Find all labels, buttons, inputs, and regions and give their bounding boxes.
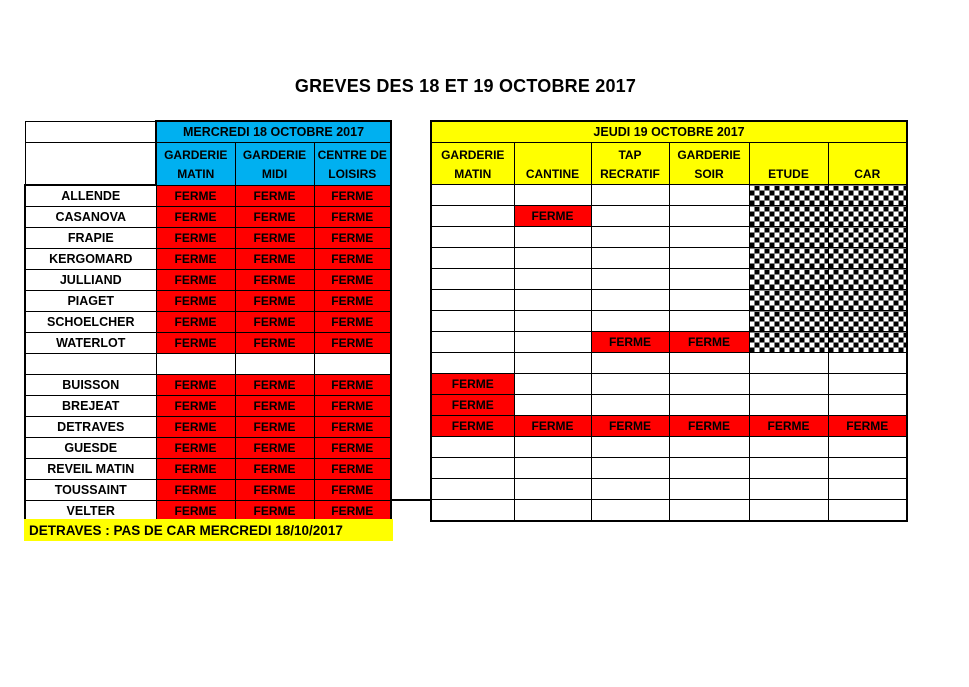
status-cell-open	[514, 374, 591, 395]
status-cell-closed: FERME	[235, 249, 314, 270]
mercredi-columns-row	[25, 143, 391, 186]
column-header-garderie-midi	[235, 143, 314, 186]
status-cell-open	[669, 269, 749, 290]
status-cell-open	[514, 227, 591, 248]
status-cell-unavailable	[828, 185, 907, 206]
school-name-cell: BREJEAT	[25, 396, 156, 417]
status-cell-open	[591, 458, 669, 479]
status-cell-unavailable	[828, 311, 907, 332]
status-cell-open	[235, 354, 314, 375]
column-header-garderie-matin-mercredi	[156, 143, 235, 186]
column-header-line: CENTRE DE	[317, 147, 387, 162]
status-cell-closed: FERME	[314, 501, 391, 523]
school-name-cell: CASANOVA	[25, 207, 156, 228]
status-cell-closed: FERME	[156, 375, 235, 396]
status-cell-open	[749, 500, 828, 522]
status-cell-open	[431, 290, 514, 311]
status-cell-closed: FERME	[314, 459, 391, 480]
status-cell-open	[514, 311, 591, 332]
status-cell-open	[669, 185, 749, 206]
status-cell-closed: FERME	[156, 417, 235, 438]
status-cell-closed: FERME	[156, 312, 235, 333]
status-cell-open	[591, 227, 669, 248]
status-cell-open	[431, 437, 514, 458]
school-name-cell	[25, 354, 156, 375]
column-header-line	[750, 145, 828, 164]
status-cell-open	[669, 248, 749, 269]
table-row	[431, 353, 907, 374]
status-cell-open	[669, 206, 749, 227]
status-cell-closed: FERME	[749, 416, 828, 437]
table-row	[25, 291, 391, 312]
status-cell-open	[431, 185, 514, 206]
table-row	[25, 249, 391, 270]
status-cell-open	[669, 395, 749, 416]
school-name-cell: KERGOMARD	[25, 249, 156, 270]
status-cell-open	[431, 248, 514, 269]
status-cell-open	[749, 479, 828, 500]
status-cell-closed: FERME	[431, 416, 514, 437]
jeudi-header-cell: JEUDI 19 OCTOBRE 2017	[431, 121, 907, 143]
school-name-cell: DETRAVES	[25, 417, 156, 438]
mercredi-table	[24, 120, 392, 523]
column-header-line: SOIR	[694, 166, 724, 181]
table-row	[25, 396, 391, 417]
table-row	[25, 228, 391, 249]
table-row	[25, 480, 391, 501]
status-cell-open	[669, 437, 749, 458]
status-cell-open	[591, 206, 669, 227]
status-cell-open	[591, 479, 669, 500]
table-row	[25, 207, 391, 228]
status-cell-unavailable	[828, 206, 907, 227]
status-cell-open	[749, 458, 828, 479]
table-row	[431, 437, 907, 458]
status-cell-closed: FERME	[314, 375, 391, 396]
table-row	[25, 375, 391, 396]
column-header-line: GARDERIE	[242, 147, 307, 162]
status-cell-open	[514, 269, 591, 290]
footnote: DETRAVES : PAS DE CAR MERCREDI 18/10/2017	[24, 519, 393, 541]
status-cell-open	[514, 500, 591, 522]
status-cell-closed: FERME	[314, 396, 391, 417]
school-name-cell: GUESDE	[25, 438, 156, 459]
jeudi-title-row	[431, 121, 907, 143]
status-cell-open	[591, 185, 669, 206]
spacer-cell	[25, 121, 156, 143]
column-header-line: LOISIRS	[328, 166, 377, 181]
table-row	[431, 479, 907, 500]
school-name-cell: ALLENDE	[25, 185, 156, 207]
status-cell-open	[431, 269, 514, 290]
status-cell-closed: FERME	[514, 416, 591, 437]
school-name-cell: PIAGET	[25, 291, 156, 312]
table-row	[25, 354, 391, 375]
status-cell-unavailable	[749, 206, 828, 227]
table-row	[25, 459, 391, 480]
status-cell-closed: FERME	[235, 480, 314, 501]
table-row	[431, 227, 907, 248]
status-cell-closed: FERME	[156, 249, 235, 270]
column-header-line: MIDI	[261, 166, 288, 181]
status-cell-open	[431, 311, 514, 332]
status-cell-open	[828, 437, 907, 458]
column-header-line: MATIN	[454, 166, 492, 181]
status-cell-closed: FERME	[314, 185, 391, 207]
status-cell-closed: FERME	[235, 501, 314, 523]
status-cell-closed: FERME	[156, 228, 235, 249]
school-name-cell: FRAPIE	[25, 228, 156, 249]
column-header-line: RECRATIF	[600, 166, 660, 181]
table-row	[431, 416, 907, 437]
status-cell-unavailable	[828, 227, 907, 248]
status-cell-closed: FERME	[156, 207, 235, 228]
school-name-cell: BUISSON	[25, 375, 156, 396]
table-row	[25, 270, 391, 291]
column-header-line: CAR	[854, 166, 881, 181]
column-header-line: GARDERIE	[677, 147, 741, 162]
status-cell-closed: FERME	[156, 333, 235, 354]
column-header-line: CANTINE	[525, 166, 580, 181]
column-header-line: GARDERIE	[164, 147, 228, 162]
status-cell-open	[749, 353, 828, 374]
table-row	[431, 458, 907, 479]
status-cell-open	[669, 227, 749, 248]
status-cell-closed: FERME	[156, 396, 235, 417]
status-cell-open	[431, 500, 514, 522]
status-cell-unavailable	[749, 248, 828, 269]
table-row	[25, 312, 391, 333]
status-cell-unavailable	[749, 311, 828, 332]
column-header-cantine	[514, 143, 591, 185]
status-cell-closed: FERME	[235, 270, 314, 291]
table-row	[431, 332, 907, 353]
status-cell-closed: FERME	[591, 416, 669, 437]
status-cell-open	[431, 458, 514, 479]
status-cell-open	[669, 290, 749, 311]
status-cell-open	[828, 500, 907, 522]
status-cell-closed: FERME	[314, 228, 391, 249]
status-cell-open	[591, 269, 669, 290]
status-cell-open	[514, 332, 591, 353]
status-cell-open	[156, 354, 235, 375]
table-row	[431, 206, 907, 227]
table-row	[431, 311, 907, 332]
status-cell-open	[431, 332, 514, 353]
page-title: GREVES DES 18 ET 19 OCTOBRE 2017	[294, 76, 637, 96]
school-name-cell: TOUSSAINT	[25, 480, 156, 501]
status-cell-open	[591, 374, 669, 395]
status-cell-open	[749, 395, 828, 416]
status-cell-closed: FERME	[235, 185, 314, 207]
status-cell-closed: FERME	[235, 459, 314, 480]
table-row	[431, 269, 907, 290]
status-cell-closed: FERME	[235, 417, 314, 438]
status-cell-closed: FERME	[156, 291, 235, 312]
status-cell-closed: FERME	[314, 438, 391, 459]
status-cell-open	[514, 437, 591, 458]
status-cell-closed: FERME	[314, 312, 391, 333]
status-cell-unavailable	[828, 269, 907, 290]
school-name-cell: WATERLOT	[25, 333, 156, 354]
status-cell-open	[591, 311, 669, 332]
column-header-line: TAP	[618, 147, 642, 162]
spacer-cell	[25, 143, 156, 186]
status-cell-closed: FERME	[314, 207, 391, 228]
status-cell-unavailable	[749, 185, 828, 206]
status-cell-open	[431, 227, 514, 248]
status-cell-open	[828, 395, 907, 416]
column-header-garderie-matin-jeudi	[431, 143, 514, 185]
status-cell-open	[514, 290, 591, 311]
status-cell-closed: FERME	[235, 333, 314, 354]
status-cell-unavailable	[828, 290, 907, 311]
status-cell-closed: FERME	[431, 395, 514, 416]
table-row	[431, 185, 907, 206]
status-cell-closed: FERME	[314, 417, 391, 438]
column-header-centre-de-loisirs	[314, 143, 391, 186]
status-cell-unavailable	[749, 269, 828, 290]
status-cell-closed: FERME	[156, 185, 235, 207]
column-header-car	[828, 143, 907, 185]
status-cell-open	[514, 248, 591, 269]
status-cell-open	[591, 437, 669, 458]
status-cell-closed: FERME	[431, 374, 514, 395]
status-cell-unavailable	[749, 290, 828, 311]
column-header-line: GARDERIE	[441, 147, 505, 162]
status-cell-open	[828, 479, 907, 500]
status-cell-open	[749, 374, 828, 395]
status-cell-closed: FERME	[591, 332, 669, 353]
status-cell-open	[514, 395, 591, 416]
column-header-garderie-soir	[669, 143, 749, 185]
status-cell-closed: FERME	[235, 312, 314, 333]
column-header-line: MATIN	[177, 166, 215, 181]
school-name-cell: JULLIAND	[25, 270, 156, 291]
status-cell-open	[591, 290, 669, 311]
status-cell-open	[591, 353, 669, 374]
status-cell-closed: FERME	[156, 270, 235, 291]
table-row	[431, 374, 907, 395]
status-cell-closed: FERME	[314, 291, 391, 312]
status-cell-closed: FERME	[669, 332, 749, 353]
column-header-line	[829, 145, 907, 164]
status-cell-closed: FERME	[314, 249, 391, 270]
status-cell-open	[514, 479, 591, 500]
status-cell-open	[669, 479, 749, 500]
table-row	[25, 333, 391, 354]
status-cell-open	[514, 185, 591, 206]
status-cell-open	[669, 458, 749, 479]
jeudi-table-body	[431, 185, 907, 522]
status-cell-open	[591, 395, 669, 416]
column-header-etude	[749, 143, 828, 185]
status-cell-closed: FERME	[235, 207, 314, 228]
status-cell-closed: FERME	[235, 375, 314, 396]
table-row	[431, 395, 907, 416]
table-bottom-border-connector	[390, 499, 431, 501]
column-header-line: ETUDE	[768, 166, 809, 181]
status-cell-open	[828, 353, 907, 374]
status-cell-open	[591, 248, 669, 269]
status-cell-open	[431, 353, 514, 374]
status-cell-open	[591, 500, 669, 522]
status-cell-open	[431, 206, 514, 227]
status-cell-unavailable	[749, 332, 828, 353]
column-header-line	[515, 145, 591, 164]
status-cell-open	[669, 374, 749, 395]
status-cell-closed: FERME	[314, 333, 391, 354]
table-row	[431, 248, 907, 269]
status-cell-closed: FERME	[156, 480, 235, 501]
jeudi-columns-row	[431, 143, 907, 185]
status-cell-closed: FERME	[156, 438, 235, 459]
status-cell-closed: FERME	[235, 438, 314, 459]
status-cell-closed: FERME	[156, 459, 235, 480]
status-cell-closed: FERME	[314, 480, 391, 501]
mercredi-header-cell: MERCREDI 18 OCTOBRE 2017	[156, 121, 391, 143]
status-cell-closed: FERME	[235, 291, 314, 312]
status-cell-closed: FERME	[235, 396, 314, 417]
status-cell-open	[669, 500, 749, 522]
status-cell-closed: FERME	[156, 501, 235, 523]
status-cell-unavailable	[828, 248, 907, 269]
school-name-cell: REVEIL MATIN	[25, 459, 156, 480]
table-row	[431, 500, 907, 522]
school-name-cell: VELTER	[25, 501, 156, 523]
status-cell-unavailable	[828, 332, 907, 353]
status-cell-open	[514, 353, 591, 374]
school-name-cell: SCHOELCHER	[25, 312, 156, 333]
status-cell-open	[314, 354, 391, 375]
status-cell-closed: FERME	[669, 416, 749, 437]
table-row	[25, 417, 391, 438]
status-cell-open	[669, 311, 749, 332]
table-row	[431, 290, 907, 311]
status-cell-open	[431, 479, 514, 500]
status-cell-unavailable	[749, 227, 828, 248]
status-cell-open	[669, 353, 749, 374]
jeudi-table	[430, 120, 908, 522]
status-cell-closed: FERME	[514, 206, 591, 227]
table-row	[25, 438, 391, 459]
table-row	[25, 185, 391, 207]
status-cell-open	[749, 437, 828, 458]
status-cell-closed: FERME	[235, 228, 314, 249]
column-header-tap-recratif	[591, 143, 669, 185]
status-cell-open	[514, 458, 591, 479]
mercredi-title-row	[25, 121, 391, 143]
mercredi-table-body	[25, 185, 391, 522]
status-cell-closed: FERME	[314, 270, 391, 291]
status-cell-open	[828, 458, 907, 479]
status-cell-closed: FERME	[828, 416, 907, 437]
status-cell-open	[828, 374, 907, 395]
